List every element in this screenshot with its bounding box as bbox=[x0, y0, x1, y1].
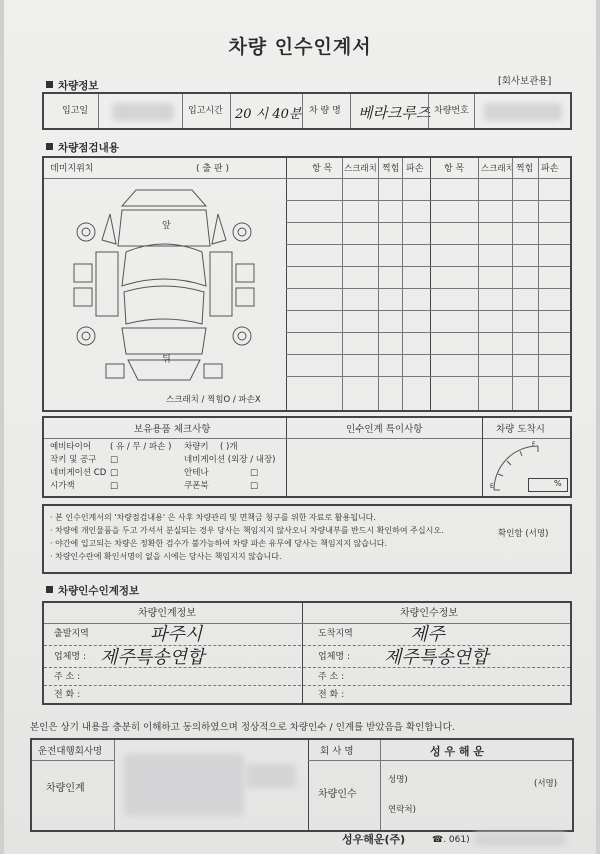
model-label: 차 량 명 bbox=[309, 106, 341, 116]
car-key-label: 차량키 bbox=[184, 442, 209, 452]
column-header-break-2: 파손 bbox=[541, 164, 559, 174]
coupon-book-checkbox[interactable]: □ bbox=[250, 481, 259, 491]
jack-tools-checkbox[interactable]: □ bbox=[110, 455, 119, 465]
accessories-title: 보유용품 체크사항 bbox=[134, 424, 211, 435]
damage-location-sub: ( 출 판 ) bbox=[196, 164, 229, 174]
column-header-dent-1: 찍힘 bbox=[382, 164, 400, 174]
spare-tire-label: 예비타이어 bbox=[50, 442, 92, 452]
vehicle-info-table bbox=[42, 92, 572, 130]
special-notes-title: 인수인계 특이사항 bbox=[346, 424, 423, 435]
fuel-gauge-full-mark: F bbox=[532, 441, 536, 448]
agency-label: 운전대행회사명 bbox=[38, 746, 103, 757]
signature-table bbox=[30, 738, 574, 832]
notice-line: · 본 인수인계서의 '차량점검내용' 은 사후 차량관리 및 면책금 청구를 위한 자료로 활용됩니다. bbox=[50, 513, 376, 522]
footer-phone-prefix: ☎. 061) bbox=[432, 835, 470, 845]
takeover-header: 차량인수정보 bbox=[400, 608, 458, 619]
consent-statement: 본인은 상기 내용을 충분히 이해하고 동의하였으며 정상적으로 차량인수 / 인계를 받았음을 확인합니다. bbox=[30, 722, 455, 733]
front-label: 앞 bbox=[162, 221, 171, 231]
rear-label: 뒤 bbox=[162, 355, 171, 365]
redacted-entry-date bbox=[112, 103, 174, 121]
handover-table bbox=[42, 601, 572, 705]
arrival-region-value: 제주 bbox=[410, 624, 445, 645]
antenna-checkbox[interactable]: □ bbox=[250, 468, 259, 478]
redacted-agency-info bbox=[124, 754, 244, 816]
notice-box bbox=[42, 504, 572, 574]
document-title: 차량 인수인계서 bbox=[228, 36, 372, 58]
notice-line: · 차량에 개인물품을 두고 가셔서 분실되는 경우 당사는 책임지지 않사오니 차량내부를 반드시 확인하여 주십시오. bbox=[50, 526, 444, 535]
square-bullet-icon bbox=[46, 143, 53, 150]
cigar-jack-label: 시가잭 bbox=[50, 481, 75, 491]
square-bullet-icon bbox=[46, 81, 53, 88]
departure-value: 파주시 bbox=[150, 624, 203, 645]
fuel-percent-box[interactable] bbox=[528, 478, 568, 492]
navigation-label: 네비게이션 (외장 / 내장) bbox=[184, 455, 276, 465]
car-key-count[interactable]: ( )개 bbox=[220, 442, 238, 452]
takeover-label: 차량인수 bbox=[318, 789, 357, 800]
jack-tools-label: 작키 및 공구 bbox=[50, 455, 97, 465]
vehicle-info-section-title: 차량정보 bbox=[46, 78, 99, 93]
fuel-gauge-empty-mark: E bbox=[490, 483, 494, 490]
name-label[interactable]: 성명) bbox=[388, 775, 408, 785]
cigar-jack-checkbox[interactable]: □ bbox=[110, 481, 119, 491]
footer-company: 성우해운(주) bbox=[342, 833, 406, 846]
plate-label: 차량번호 bbox=[434, 106, 469, 116]
takeover-phone-label: 전 화 : bbox=[318, 690, 345, 700]
square-bullet-icon bbox=[46, 586, 53, 593]
inspection-section-title: 차량점검내용 bbox=[46, 140, 119, 155]
handover-section-title: 차량인수인계정보 bbox=[46, 583, 139, 598]
handover-phone-label: 전 화 : bbox=[54, 690, 81, 700]
notice-line: · 차량인수란에 확인서명이 없을 시에는 당사는 책임지지 않습니다. bbox=[50, 552, 282, 561]
arrival-title: 차량 도착시 bbox=[496, 424, 545, 435]
redacted-plate-number bbox=[484, 103, 562, 121]
company-name-label: 회 사 명 bbox=[320, 746, 354, 757]
column-header-item-1: 항 목 bbox=[312, 164, 333, 174]
entry-time-value: 20 시 40분 bbox=[235, 107, 302, 122]
damage-legend: 스크래치 / 찍힘O / 파손X bbox=[166, 395, 261, 405]
company-copy-label: [회사보관용] bbox=[498, 76, 552, 87]
arrival-region-label: 도착지역 bbox=[318, 629, 353, 639]
damage-location-label: 데미지위치 bbox=[50, 164, 94, 174]
navi-cd-checkbox[interactable]: □ bbox=[110, 468, 119, 478]
handover-form bbox=[4, 0, 596, 854]
inspection-table bbox=[42, 156, 572, 412]
handover-company-label: 업체명 : bbox=[54, 652, 86, 662]
car-damage-diagram bbox=[66, 184, 262, 384]
spare-tire-detail: ( 유 / 무 / 파손 ) bbox=[110, 442, 172, 452]
column-header-scratch-1: 스크래치 bbox=[344, 164, 377, 174]
departure-label: 출발지역 bbox=[54, 629, 89, 639]
handover-address-label: 주 소 : bbox=[54, 672, 81, 682]
navi-cd-label: 네비게이션 CD bbox=[50, 468, 107, 478]
confirm-signature-label[interactable]: 확인함 (서명) bbox=[498, 529, 549, 539]
notice-line: · 야간에 입고되는 차량은 정확한 검수가 불가능하여 차량 파손 유무에 당사는 책임지지 않습니다. bbox=[50, 539, 387, 548]
column-header-break-1: 파손 bbox=[406, 164, 424, 174]
column-header-item-2: 항 목 bbox=[444, 164, 465, 174]
column-header-dent-2: 찍힘 bbox=[516, 164, 534, 174]
takeover-address-label: 주 소 : bbox=[318, 672, 345, 682]
takeover-company-value: 제주특송연합 bbox=[384, 647, 489, 668]
handover-label: 차량인계 bbox=[46, 783, 85, 794]
coupon-book-label: 쿠폰북 bbox=[184, 481, 209, 491]
redacted-agency-info bbox=[246, 764, 296, 788]
sign-label[interactable]: (서명) bbox=[534, 779, 558, 789]
model-value: 베라크루즈 bbox=[358, 104, 431, 122]
contact-label[interactable]: 연락처) bbox=[388, 805, 416, 815]
column-header-scratch-2: 스크래치 bbox=[481, 164, 514, 174]
entry-time-label: 입고시간 bbox=[188, 106, 223, 116]
takeover-company-label: 업체명 : bbox=[318, 652, 350, 662]
fuel-percent-unit: % bbox=[554, 479, 562, 488]
redacted-footer-phone bbox=[474, 832, 566, 846]
entry-date-label: 입고일 bbox=[62, 106, 89, 116]
antenna-label: 안테나 bbox=[184, 468, 209, 478]
handover-company-value: 제주특송연합 bbox=[100, 647, 205, 668]
handover-header: 차량인계정보 bbox=[138, 608, 196, 619]
accessories-table bbox=[42, 416, 572, 498]
company-name-value: 성 우 해 운 bbox=[430, 745, 484, 758]
